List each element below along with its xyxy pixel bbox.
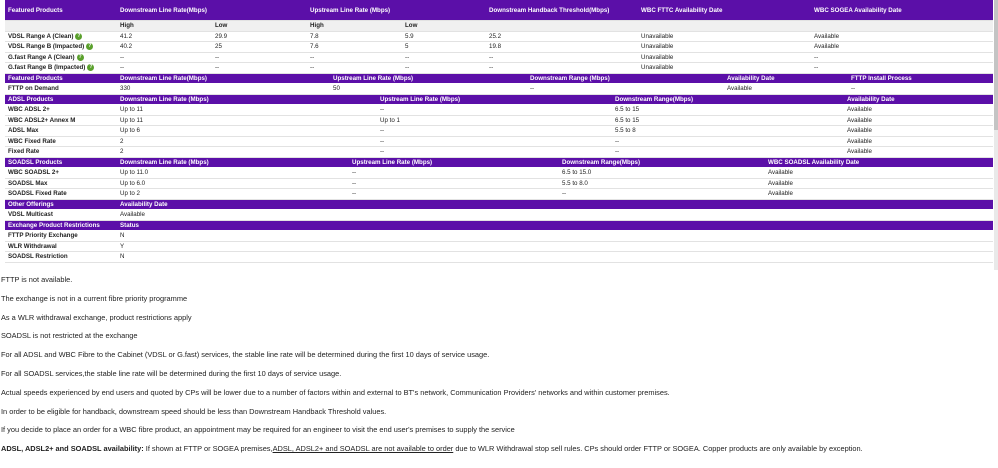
table-cell: Y xyxy=(117,241,993,252)
table-cell: -- xyxy=(527,84,724,95)
table-cell: -- xyxy=(402,52,486,63)
table-cell: 6.5 to 15 xyxy=(612,115,844,126)
header-cell: Upstream Line Rate (Mbps) xyxy=(377,95,612,105)
table-cell: 6.5 to 15.0 xyxy=(559,168,765,179)
table-row xyxy=(5,168,993,179)
table-cell: -- xyxy=(811,63,993,74)
header-cell: SOADSL Products xyxy=(5,158,117,168)
header-cell: WBC FTTC Availability Date xyxy=(638,0,811,21)
header-cell: Availability Date xyxy=(844,95,993,105)
table-cell: 25.2 xyxy=(486,31,638,42)
table-cell: -- xyxy=(377,136,612,147)
table-cell: 19.8 xyxy=(486,42,638,53)
header-cell: FTTP Install Process xyxy=(848,74,993,84)
header-cell: Status xyxy=(117,221,993,231)
header-cell: Other Offerings xyxy=(5,200,117,210)
header-cell: Upstream Line Rate (Mbps) xyxy=(349,158,559,168)
header-cell: Downstream Line Rate (Mbps) xyxy=(117,95,377,105)
header-cell: Downstream Line Rate(Mbps) xyxy=(117,74,330,84)
adsl-table xyxy=(5,95,993,158)
table-cell: -- xyxy=(377,126,612,137)
table-cell: 330 xyxy=(117,84,330,95)
featured-fttc-subheader-row xyxy=(5,21,993,32)
table-cell: 2 xyxy=(117,147,377,158)
table-cell: Available xyxy=(844,115,993,126)
table-cell: Available xyxy=(724,84,848,95)
product-name: SOADSL Restriction xyxy=(5,252,117,263)
header-cell: Upstream Line Rate (Mbps) xyxy=(307,0,486,21)
note-text: Actual speeds experienced by end users and quoted by CPs will be lower due to a number of factors within and external to BT's network, Communication Providers' networks and within customer premises. xyxy=(1,387,670,397)
note-text: In order to be eligible for handback, downstream speed should be less than Downstream Handback Threshold values. xyxy=(1,406,387,416)
restrictions-table xyxy=(5,221,993,263)
table-cell: 7.6 xyxy=(307,42,402,53)
header-cell: Availability Date xyxy=(724,74,848,84)
table-cell: Available xyxy=(117,210,993,221)
subheader-cell: Low xyxy=(402,21,486,32)
table-cell: N xyxy=(117,231,993,242)
product-name: Fixed Rate xyxy=(5,147,117,158)
product-name: FTTP Priority Exchange xyxy=(5,231,117,242)
table-cell: -- xyxy=(848,84,993,95)
table-cell: 41.2 xyxy=(117,31,212,42)
table-cell: Up to 11 xyxy=(117,105,377,116)
table-row xyxy=(5,31,993,42)
header-cell: Downstream Handback Threshold(Mbps) xyxy=(486,0,638,21)
availability-note xyxy=(1,444,990,454)
product-name: FTTP on Demand xyxy=(5,84,117,95)
table-row xyxy=(5,147,993,158)
table-cell: -- xyxy=(612,147,844,158)
table-row xyxy=(5,84,993,95)
product-name: WLR Withdrawal xyxy=(5,241,117,252)
table-cell: N xyxy=(117,252,993,263)
product-name: WBC SOADSL 2+ xyxy=(5,168,117,179)
note-text: As a WLR withdrawal exchange, product restrictions apply xyxy=(1,312,192,322)
table-cell: Up to 6.0 xyxy=(117,178,349,189)
header-cell: Availability Date xyxy=(117,200,993,210)
table-cell: -- xyxy=(117,52,212,63)
product-name: G.fast Range B (Impacted) xyxy=(8,64,86,72)
table-row xyxy=(5,126,993,137)
table-row xyxy=(5,210,993,221)
table-cell: 40.2 xyxy=(117,42,212,53)
table-cell: 25 xyxy=(212,42,307,53)
availability-table xyxy=(5,0,993,74)
adsl-header-row xyxy=(5,95,993,105)
note-text: SOADSL is not restricted at the exchange xyxy=(1,331,138,341)
table-cell: 5.9 xyxy=(402,31,486,42)
table-cell: 50 xyxy=(330,84,527,95)
table-cell: Up to 6 xyxy=(117,126,377,137)
product-name: VDSL Range B (Impacted) xyxy=(8,43,85,51)
table-row xyxy=(5,241,993,252)
help-icon[interactable]: ? xyxy=(77,32,81,39)
subheader-cell: Low xyxy=(212,21,307,32)
table-cell: Unavailable xyxy=(638,31,811,42)
table-cell: Up to 2 xyxy=(117,189,349,200)
note-text: FTTP is not available. xyxy=(1,275,73,284)
table-cell: -- xyxy=(559,189,765,200)
product-name: VDSL Range A (Clean) xyxy=(8,32,74,40)
table-cell: 5.5 to 8 xyxy=(612,126,844,137)
note-text: For all ADSL and WBC Fibre to the Cabinet (VDSL or G.fast) services, the stable line rate will be determined during the first 10 days of service usage. xyxy=(1,350,490,360)
subheader-cell: High xyxy=(117,21,212,32)
soadsl-header-row xyxy=(5,158,993,168)
table-row xyxy=(5,115,993,126)
table-cell: Available xyxy=(811,42,993,53)
table-row xyxy=(5,178,993,189)
header-cell: WBC SOADSL Availability Date xyxy=(765,158,993,168)
availability-note-label: ADSL, ADSL2+ and SOADSL availability: xyxy=(1,444,144,454)
table-cell: Up to 1 xyxy=(377,115,612,126)
header-cell: Downstream Range(Mbps) xyxy=(612,95,844,105)
table-row xyxy=(5,63,993,74)
table-cell: -- xyxy=(307,63,402,74)
subheader-cell: High xyxy=(307,21,402,32)
note-text: If you decide to place an order for a WBC fibre product, an appointment may be required for an engineer to visit the end user's premises to supply the service xyxy=(1,425,515,435)
table-cell: -- xyxy=(349,189,559,200)
featured-fttc-header-row xyxy=(5,0,993,21)
product-name: WBC Fixed Rate xyxy=(5,136,117,147)
table-cell: Available xyxy=(844,126,993,137)
table-cell: 29.9 xyxy=(212,31,307,42)
table-cell: -- xyxy=(212,52,307,63)
soadsl-table xyxy=(5,158,993,200)
header-cell: Upstream Line Rate (Mbps) xyxy=(330,74,527,84)
scrollbar-thumb[interactable] xyxy=(994,0,998,130)
table-cell: -- xyxy=(402,63,486,74)
product-name: ADSL Max xyxy=(5,126,117,137)
table-cell: -- xyxy=(117,63,212,74)
header-cell: Exchange Product Restrictions xyxy=(5,221,117,231)
table-cell: -- xyxy=(486,52,638,63)
restrictions-header-row xyxy=(5,221,993,231)
table-cell: -- xyxy=(377,105,612,116)
availability-note-text-end: due to WLR Withdrawal stop sell rules. CPs should order FTTP or SOGEA. Copper products are only available by exception. xyxy=(453,444,863,454)
header-cell: Featured Products xyxy=(5,0,117,21)
header-cell: Downstream Line Rate(Mbps) xyxy=(117,0,307,21)
table-cell: -- xyxy=(811,52,993,63)
table-cell: Unavailable xyxy=(638,42,811,53)
table-row xyxy=(5,105,993,116)
table-cell: -- xyxy=(349,178,559,189)
table-row xyxy=(5,42,993,53)
note-text: For all SOADSL services,the stable line rate will be determined during the first 10 days of service usage. xyxy=(1,368,342,378)
header-cell: Downstream Range(Mbps) xyxy=(559,158,765,168)
header-cell: Downstream Range (Mbps) xyxy=(527,74,724,84)
product-name: SOADSL Fixed Rate xyxy=(5,189,117,200)
table-cell: -- xyxy=(612,136,844,147)
table-cell: Up to 11 xyxy=(117,115,377,126)
table-row xyxy=(5,252,993,263)
header-cell: ADSL Products xyxy=(5,95,117,105)
table-row xyxy=(5,136,993,147)
product-name: SOADSL Max xyxy=(5,178,117,189)
table-cell: 5 xyxy=(402,42,486,53)
table-cell: Unavailable xyxy=(638,52,811,63)
product-name: WBC ADSL2+ Annex M xyxy=(5,115,117,126)
table-cell: -- xyxy=(349,168,559,179)
scrollbar-track[interactable] xyxy=(994,0,998,270)
table-cell: Available xyxy=(844,147,993,158)
table-cell: Available xyxy=(811,31,993,42)
other-offerings-table xyxy=(5,200,993,221)
other-offerings-header-row xyxy=(5,200,993,210)
table-cell: -- xyxy=(486,63,638,74)
table-cell: Available xyxy=(765,189,993,200)
table-cell: 6.5 to 15 xyxy=(612,105,844,116)
table-cell: 2 xyxy=(117,136,377,147)
table-cell: Available xyxy=(844,136,993,147)
product-name: G.fast Range A (Clean) xyxy=(8,53,75,61)
product-name: WBC ADSL 2+ xyxy=(5,105,117,116)
header-cell: Downstream Line Rate (Mbps) xyxy=(117,158,349,168)
table-cell: Available xyxy=(844,105,993,116)
product-name: VDSL Multicast xyxy=(5,210,117,221)
table-cell: Up to 11.0 xyxy=(117,168,349,179)
header-cell: Featured Products xyxy=(5,74,117,84)
table-cell: Unavailable xyxy=(638,63,811,74)
availability-note-underlined: ADSL, ADSL2+ and SOADSL are not available to order xyxy=(272,444,454,454)
table-cell: -- xyxy=(307,52,402,63)
table-row xyxy=(5,52,993,63)
availability-note-text: If shown at FTTP or SOGEA premises, xyxy=(143,444,273,454)
table-cell: 5.5 to 8.0 xyxy=(559,178,765,189)
note-text: The exchange is not in a current fibre priority programme xyxy=(1,293,188,303)
featured-fttp-table xyxy=(5,74,993,95)
table-cell: Available xyxy=(765,178,993,189)
header-cell: WBC SOGEA Availability Date xyxy=(811,0,993,21)
help-icon[interactable]: ? xyxy=(88,43,92,50)
help-icon[interactable]: ? xyxy=(78,53,82,60)
table-row xyxy=(5,231,993,242)
featured-fttp-header-row xyxy=(5,74,993,84)
table-cell: -- xyxy=(377,147,612,158)
help-icon[interactable]: ? xyxy=(89,64,93,71)
notes-section xyxy=(0,275,990,463)
table-cell: Available xyxy=(765,168,993,179)
table-cell: 7.8 xyxy=(307,31,402,42)
table-row xyxy=(5,189,993,200)
table-cell: -- xyxy=(212,63,307,74)
